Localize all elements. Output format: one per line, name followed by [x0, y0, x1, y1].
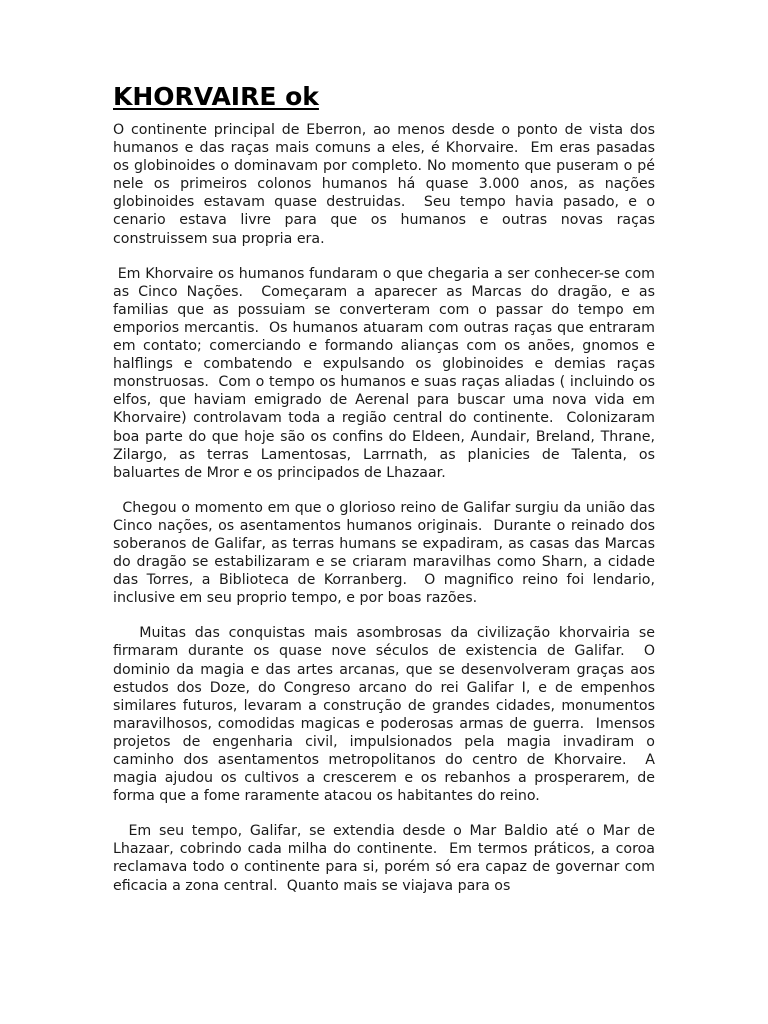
paragraph: Em seu tempo, Galifar, se extendia desde o Mar Baldio até o Mar de Lhazaar, cobrindo cada milha do continente. Em termos práticos, a coroa reclamava todo o continente para si, porém só era capaz de governar com eficacia a zona central. Quanto mais se viajava para os: [113, 823, 660, 894]
paragraph: Muitas das conquistas mais asombrosas da civilização khorvairia se firmaram durante os quase nove séculos de existencia de Galifar. O dominio da magia e das artes arcanas, que se desenvolveram graças aos estudos dos Doze, do Congreso arcano do rei Galifar I, e de empenhos similares futuros, levaram a construção de grandes cidades, monumentos maravilhosos, comodidas magicas e poderosas armas de guerra. Imensos projetos de engenharia civil, impulsionados pela magia invadiram o caminho dos asentamentos metropolitanos do centro de Khorvaire. A magia ajudou os cultivos a crescerem e os rebanhos a prosperarem, de forma que a fome raramente atacou os habitantes do reino.: [113, 625, 660, 805]
document-body: [113, 82, 665, 912]
paragraph: O continente principal de Eberron, ao menos desde o ponto de vista dos humanos e das raças mais comuns a eles, é Khorvaire. Em eras pasadas os globinoides o dominavam por completo. No momento que puseram o pé nele os primeiros colonos humanos há quase 3.000 anos, as nações globinoides estavam quase destruidas. Seu tempo havia pasado, e o cenario estava livre para que os humanos e outras novas raças construissem sua propria era.: [113, 122, 665, 247]
paragraph: Chegou o momento em que o glorioso reino de Galifar surgiu da união das Cinco nações, os asentamentos humanos originais. Durante o reinado dos soberanos de Galifar, as terras humans se expadiram, as casas das Marcas do dragão se estabilizaram e se criaram maravilhas como Sharn, a cidade das Torres, a Biblioteca de Korranberg. O magnifico reino foi lendario, inclusive em seu proprio tempo, e por boas razões.: [113, 499, 660, 607]
paragraph: Em Khorvaire os humanos fundaram o que chegaria a ser conhecer-se com as Cinco Nações. Começaram a aparecer as Marcas do dragão, e as familias que as possuiam se converteram com o passar do tempo em emporios mercantis. Os humanos atuaram com outras raças que entraram em contato; comerciando e formando alianças com os anões, gnomos e halflings e combatendo e expulsando os globinoides e demias raças monstruosas. Com o tempo os humanos e suas raças aliadas ( incluindo os elfos, que haviam emigrado de Aerenal para buscar uma nova vida em Khorvaire) controlavam toda a região central do continente. Colonizaram boa parte do que hoje são os confins do Eldeen, Aundair, Breland, Thrane, Zilargo, as terras Lamentosas, Larrnath, as planicies de Talenta, os baluartes de Mror e os principados de Lhazaar.: [113, 265, 660, 481]
document-title: KHORVAIRE ok: [113, 82, 319, 111]
